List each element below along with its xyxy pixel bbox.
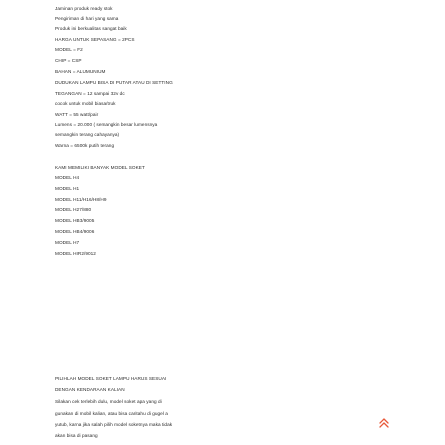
description-line: KAMI MEMILIKI BANYAK MODEL SOKET — [55, 165, 145, 170]
description-line: gunakan di mobil kalian, atau bisa caritahu di gugel a — [55, 411, 168, 416]
description-line: DUDUKAN LAMPU BISA DI PUTAR ATAU DI SETTING — [55, 80, 173, 85]
description-line: MODEL H27/880 — [55, 207, 92, 212]
description-line: MODEL H1 — [55, 186, 80, 191]
description-line: MODEL = F2 — [55, 47, 83, 52]
description-line: yutub, karna jika salah pilih model soketnya maka tidak — [55, 422, 173, 427]
description-line: akan bisa di pasang — [55, 433, 98, 438]
description-line: DENGAN KENDARAAN KALIAN — [55, 387, 125, 392]
description-line: Produk ini berkualitas sangat baik — [55, 26, 127, 31]
description-line: HARGA UNTUK SEPASANG = 2PCS — [55, 37, 135, 42]
scroll-to-top-button[interactable] — [377, 416, 391, 430]
description-line: semangkin terang cahayanya) — [55, 132, 120, 137]
description-line: PILIHLAH MODEL SOKET LAMPU HARUS SESUAI — [55, 376, 167, 381]
description-line: cocok untuk mobil biasa/truk — [55, 101, 116, 106]
description-line: TEGANGAN = 12 sampai 32v dc — [55, 91, 125, 96]
description-line: WATT = 55 watt/pair — [55, 112, 99, 117]
description-line: MODEL H11/H16/H8/H9 — [55, 197, 107, 202]
description-line: Silakan cek terlebih dulu, model soket apa yang di — [55, 399, 162, 404]
double-chevron-up-icon — [377, 416, 391, 430]
description-line: BAHAN = ALUMUNIUM — [55, 69, 106, 74]
description-line: MODEL H7 — [55, 240, 80, 245]
description-line: MODEL HIR2/9012 — [55, 251, 96, 256]
description-line: MODEL H4 — [55, 175, 80, 180]
description-line: CHIP = CSP — [55, 58, 82, 63]
description-line: Warna = 6500k putih terang — [55, 143, 115, 148]
description-line: Lumens = 20.000 ( semangkin besar lumensnya — [55, 122, 158, 127]
description-line: MODEL HB4/9006 — [55, 229, 95, 234]
description-line: Pengiriman di hari yang sama — [55, 16, 119, 21]
description-line: Jaminan produk ready stok — [55, 6, 113, 11]
description-line: MODEL HB3/9005 — [55, 218, 95, 223]
